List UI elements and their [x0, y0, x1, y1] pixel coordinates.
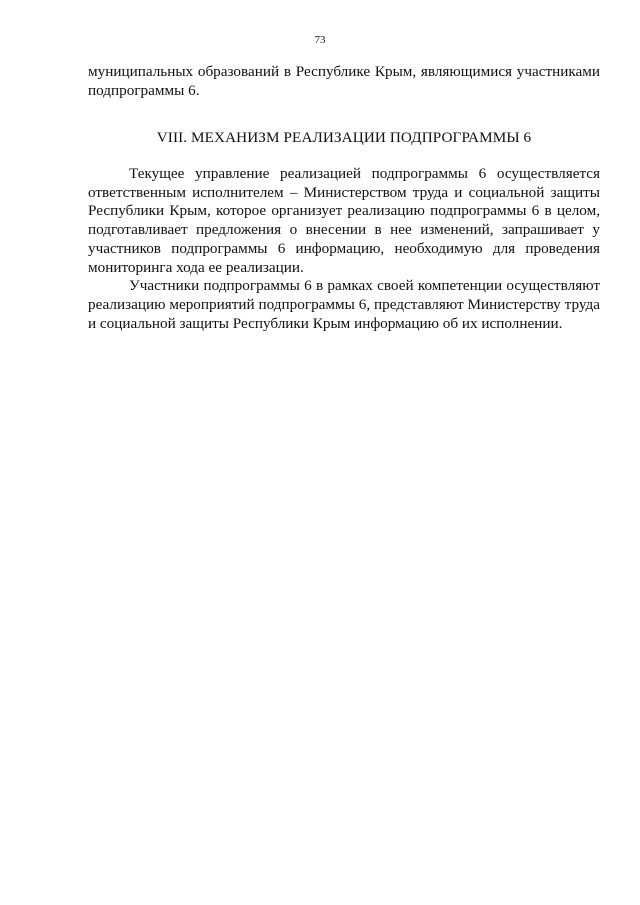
section-heading: VIII. МЕХАНИЗМ РЕАЛИЗАЦИИ ПОДПРОГРАММЫ 6 [156, 129, 532, 146]
paragraph-management: Текущее управление реализацией подпрограммы 6 осуществляется ответственным исполнителем – Министерством труда и социальной защиты Республики Крым, которое организует реализацию подпрограммы 6 в целом, подготавливает предложения о внесении в нее изменений, запрашивает у участников подпрограммы 6 информацию, необходимую для проведения мониторинга хода ее реализации. [88, 165, 600, 276]
continuation-paragraph: муниципальных образований в Республике Крым, являющимися участниками подпрограммы 6. [88, 63, 600, 99]
section-body [88, 165, 600, 333]
paragraph-participants: Участники подпрограммы 6 в рамках своей компетенции осуществляют реализацию мероприятий подпрограммы 6, представляют Министерству труда и социальной защиты Республики Крым информацию об их исполнении. [88, 277, 600, 332]
page-number: 73 [314, 34, 326, 46]
